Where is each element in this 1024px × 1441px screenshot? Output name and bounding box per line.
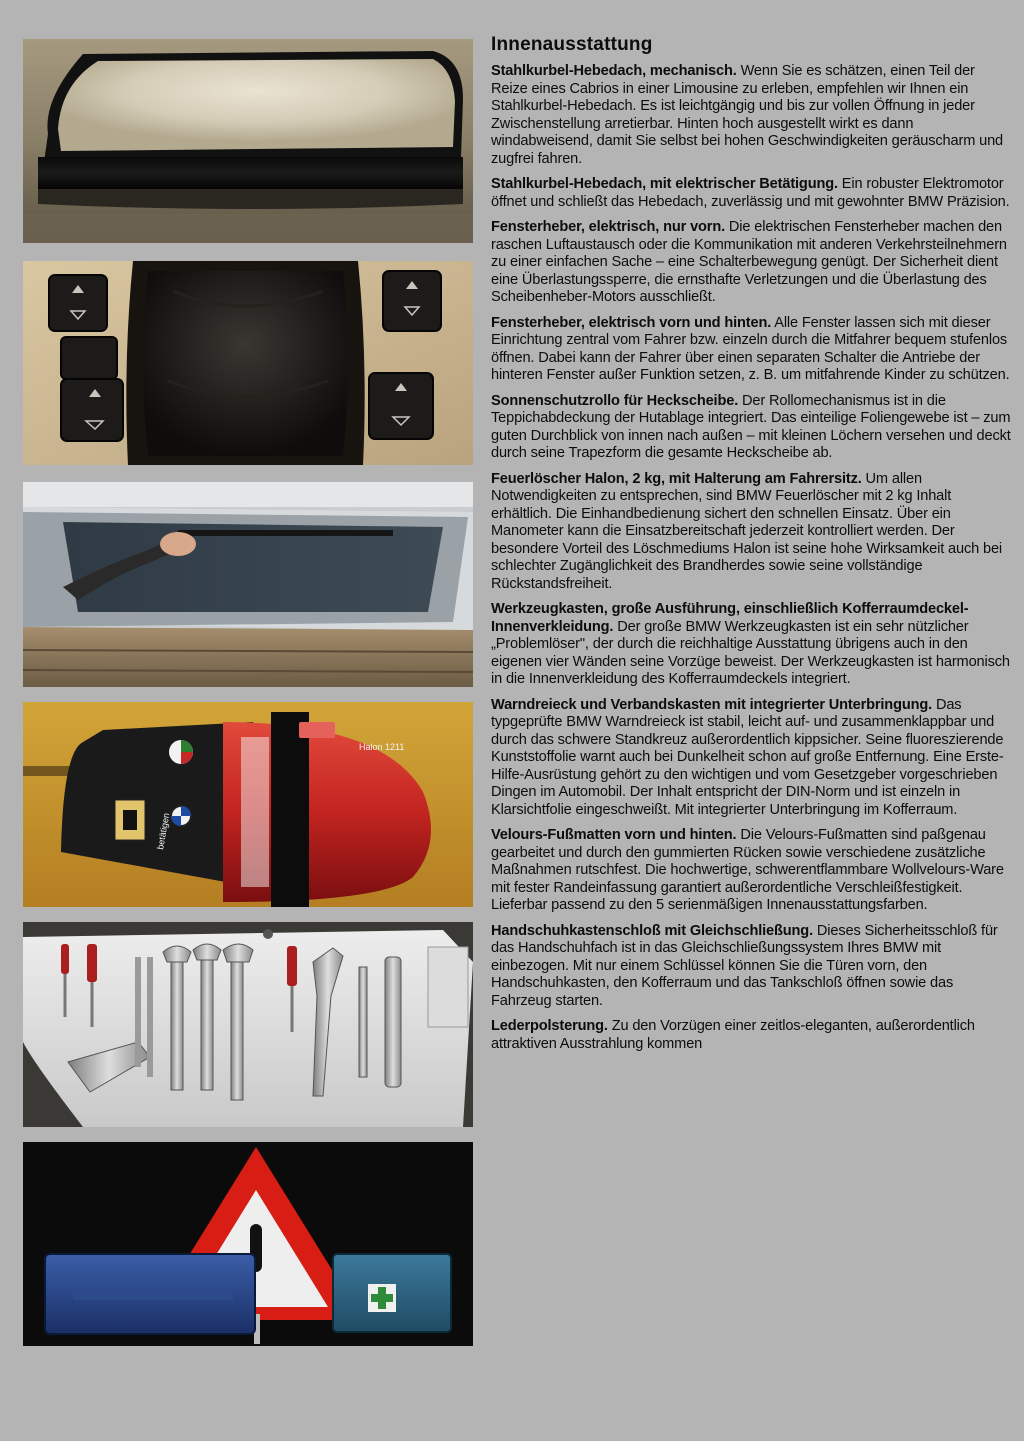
feature-sunshade [491,393,1011,463]
feature-heading: Lederpolsterung. [491,1018,608,1034]
feature-floor-mats [491,827,1011,915]
feature-heading: Handschuhkastenschloß mit Gleichschließung. [491,922,813,939]
feature-heading: Feuerlöscher Halon, 2 kg, mit Halterung am Fahrersitz. [491,470,862,487]
feature-leather [491,1018,1011,1053]
feature-window-all [491,315,1011,385]
photo-warning-triangle [23,1142,473,1346]
photo-window-switches [23,261,473,465]
feature-body: Alle Fenster lassen sich mit dieser Einrichtung zentral vom Fahrer bzw. einzeln durch die Mitfahrer bequem stufenlos öffnen. Dabei kann der Fahrer über einen separaten Schalter die Antriebe der hinteren Fenster außer Funktion setzen, z. B. um mitfahrende Kinder zu schützen. [491,314,1010,383]
feature-heading: Velours-Fußmatten vorn und hinten. [491,827,737,843]
feature-extinguisher [491,471,1011,594]
feature-body: Die Velours-Fußmatten sind paßgenau gearbeitet und durch den gummierten Rücken sowie verschiedene zusätzliche Maßnahmen rutschfest. Die hochwertige, schwerentflammbare Wollvelours-Ware mit fester Randeinfassung garantiert außerordentliche Verschleißfestigkeit. Lieferbar passend zu den 5 serienmäßigen Innenausstattungsfarben. [491,827,1004,913]
photo-toolkit [23,922,473,1127]
feature-body: Ein robuster Elektromotor öffnet und schließt das Hebedach, zuverlässig und mit gewohnter BMW Präzision. [491,176,1010,210]
photo-sunroof [23,39,473,243]
photo-sunshade [23,482,473,687]
feature-body: Der Rollomechanismus ist in die Teppichabdeckung der Hutablage integriert. Das einteilige Foliengewebe ist – zum guten Durchblick von innen nach außen – mit kleinen Löchern versehen und deckt durch seine Trapezform die gesamte Heckscheibe ab. [491,392,1011,461]
feature-window-front [491,219,1011,307]
feature-heading: Fensterheber, elektrisch vorn und hinten. [491,314,772,331]
feature-heading: Stahlkurbel-Hebedach, mechanisch. [491,63,737,79]
feature-glovebox-lock [491,923,1011,1011]
feature-heading: Sonnenschutzrollo für Heckscheibe. [491,392,739,409]
feature-heading: Werkzeugkasten, große Ausführung, einschließlich Kofferraumdeckel-Innenverkleidung. [491,601,969,635]
photo-fire-extinguisher [23,702,473,907]
feature-heading: Warndreieck und Verbandskasten mit integrierter Unterbringung. [491,696,933,713]
feature-body: Wenn Sie es schätzen, einen Teil der Reize eines Cabrios in einer Limousine zu erleben, empfehlen wir Ihnen ein Stahlkurbel-Hebedach. Es ist leichtgängig und bis zur vollen Öffnung in jeder Zwischenstellung arretierbar. Hinten hoch ausgestellt wirkt es dann windabweisend, damit Sie selbst bei hohen Geschwindigkeiten geräuscharm und zugfrei fahren. [491,63,1004,167]
feature-body: Das typgeprüfte BMW Warndreieck ist stabil, leicht auf- und zusammenklappbar und durch das schwere Standkreuz außerordentlich kippsicher. Seine fluoreszierende Kunststoffolie warnt auch bei Dunkelheit schon auf große Entfernung. Eine Erste-Hilfe-Ausrüstung gehört zu den wichtigen und vom Gesetzgeber vorgeschrieben Dingen im Automobil. Der Inhalt entspricht der DIN-Norm und ist einzeln in Klarsichtfolie eingeschweißt. Mit integrierter Unterbringung im Kofferraum. [491,696,1004,818]
feature-sunroof-mechanical [491,63,1011,168]
section-title: Innenausstattung [491,34,653,55]
feature-body: Die elektrischen Fensterheber machen den raschen Luftaustausch oder die Kommunikation mit anderen Verkehrsteilnehmern zu einer einfachen Sache – eine Schalterbewegung genügt. Der Sicherheit dient eine Überlastungssperre, die ernsthafte Verletzungen und die Überlastung des Scheibenheber-Motors ausschließt. [491,219,1007,305]
feature-body: Der große BMW Werkzeugkasten ist ein sehr nützlicher „Problemlöser", der durch die reichhaltige Ausstattung übrigens auch in den eigenen vier Wänden seine Vorzüge beweist. Der Werkzeugkasten ist harmonisch in die Innenverkleidung des Kofferraumdeckels integriert. [491,618,1010,687]
feature-body: Um allen Notwendigkeiten zu entsprechen, sind BMW Feuerlöscher mit 2 kg Inhalt erhältlich. Die Einhandbedienung sichert den schnellen Einsatz. Über ein Manometer kann die Einsatzbereitschaft jederzeit kontrolliert werden. Der besondere Vorteil des Löschmediums Halon ist seine hohe Wirksamkeit auch bei schlechter Zugänglichkeit des Brandherdes sowie seine vollständige Rückstandsfreiheit. [491,470,1003,592]
feature-body: Zu den Vorzügen einer zeitlos-eleganten, außerordentlich attraktiven Ausstrahlung kommen [491,1018,975,1052]
feature-warning-triangle [491,697,1011,820]
extinguisher-label-top: betätigen [155,812,172,851]
feature-heading: Fensterheber, elektrisch, nur vorn. [491,219,726,235]
feature-toolkit [491,601,1011,689]
text-column [491,34,1011,1061]
feature-heading: Stahlkurbel-Hebedach, mit elektrischer Betätigung. [491,176,838,192]
feature-body: Dieses Sicherheitsschloß für das Handschuhfach ist in das Gleichschließungssystem Ihres BMW mit einbezogen. Mit nur einem Schlüssel können Sie die Türen vorn, den Handschuhkasten, den Kofferraum und das Tankschloß öffnen sowie das Fahrzeug starten. [491,922,998,1009]
extinguisher-label-side: Halon 1211 [359,742,405,752]
feature-sunroof-electric [491,176,1011,211]
